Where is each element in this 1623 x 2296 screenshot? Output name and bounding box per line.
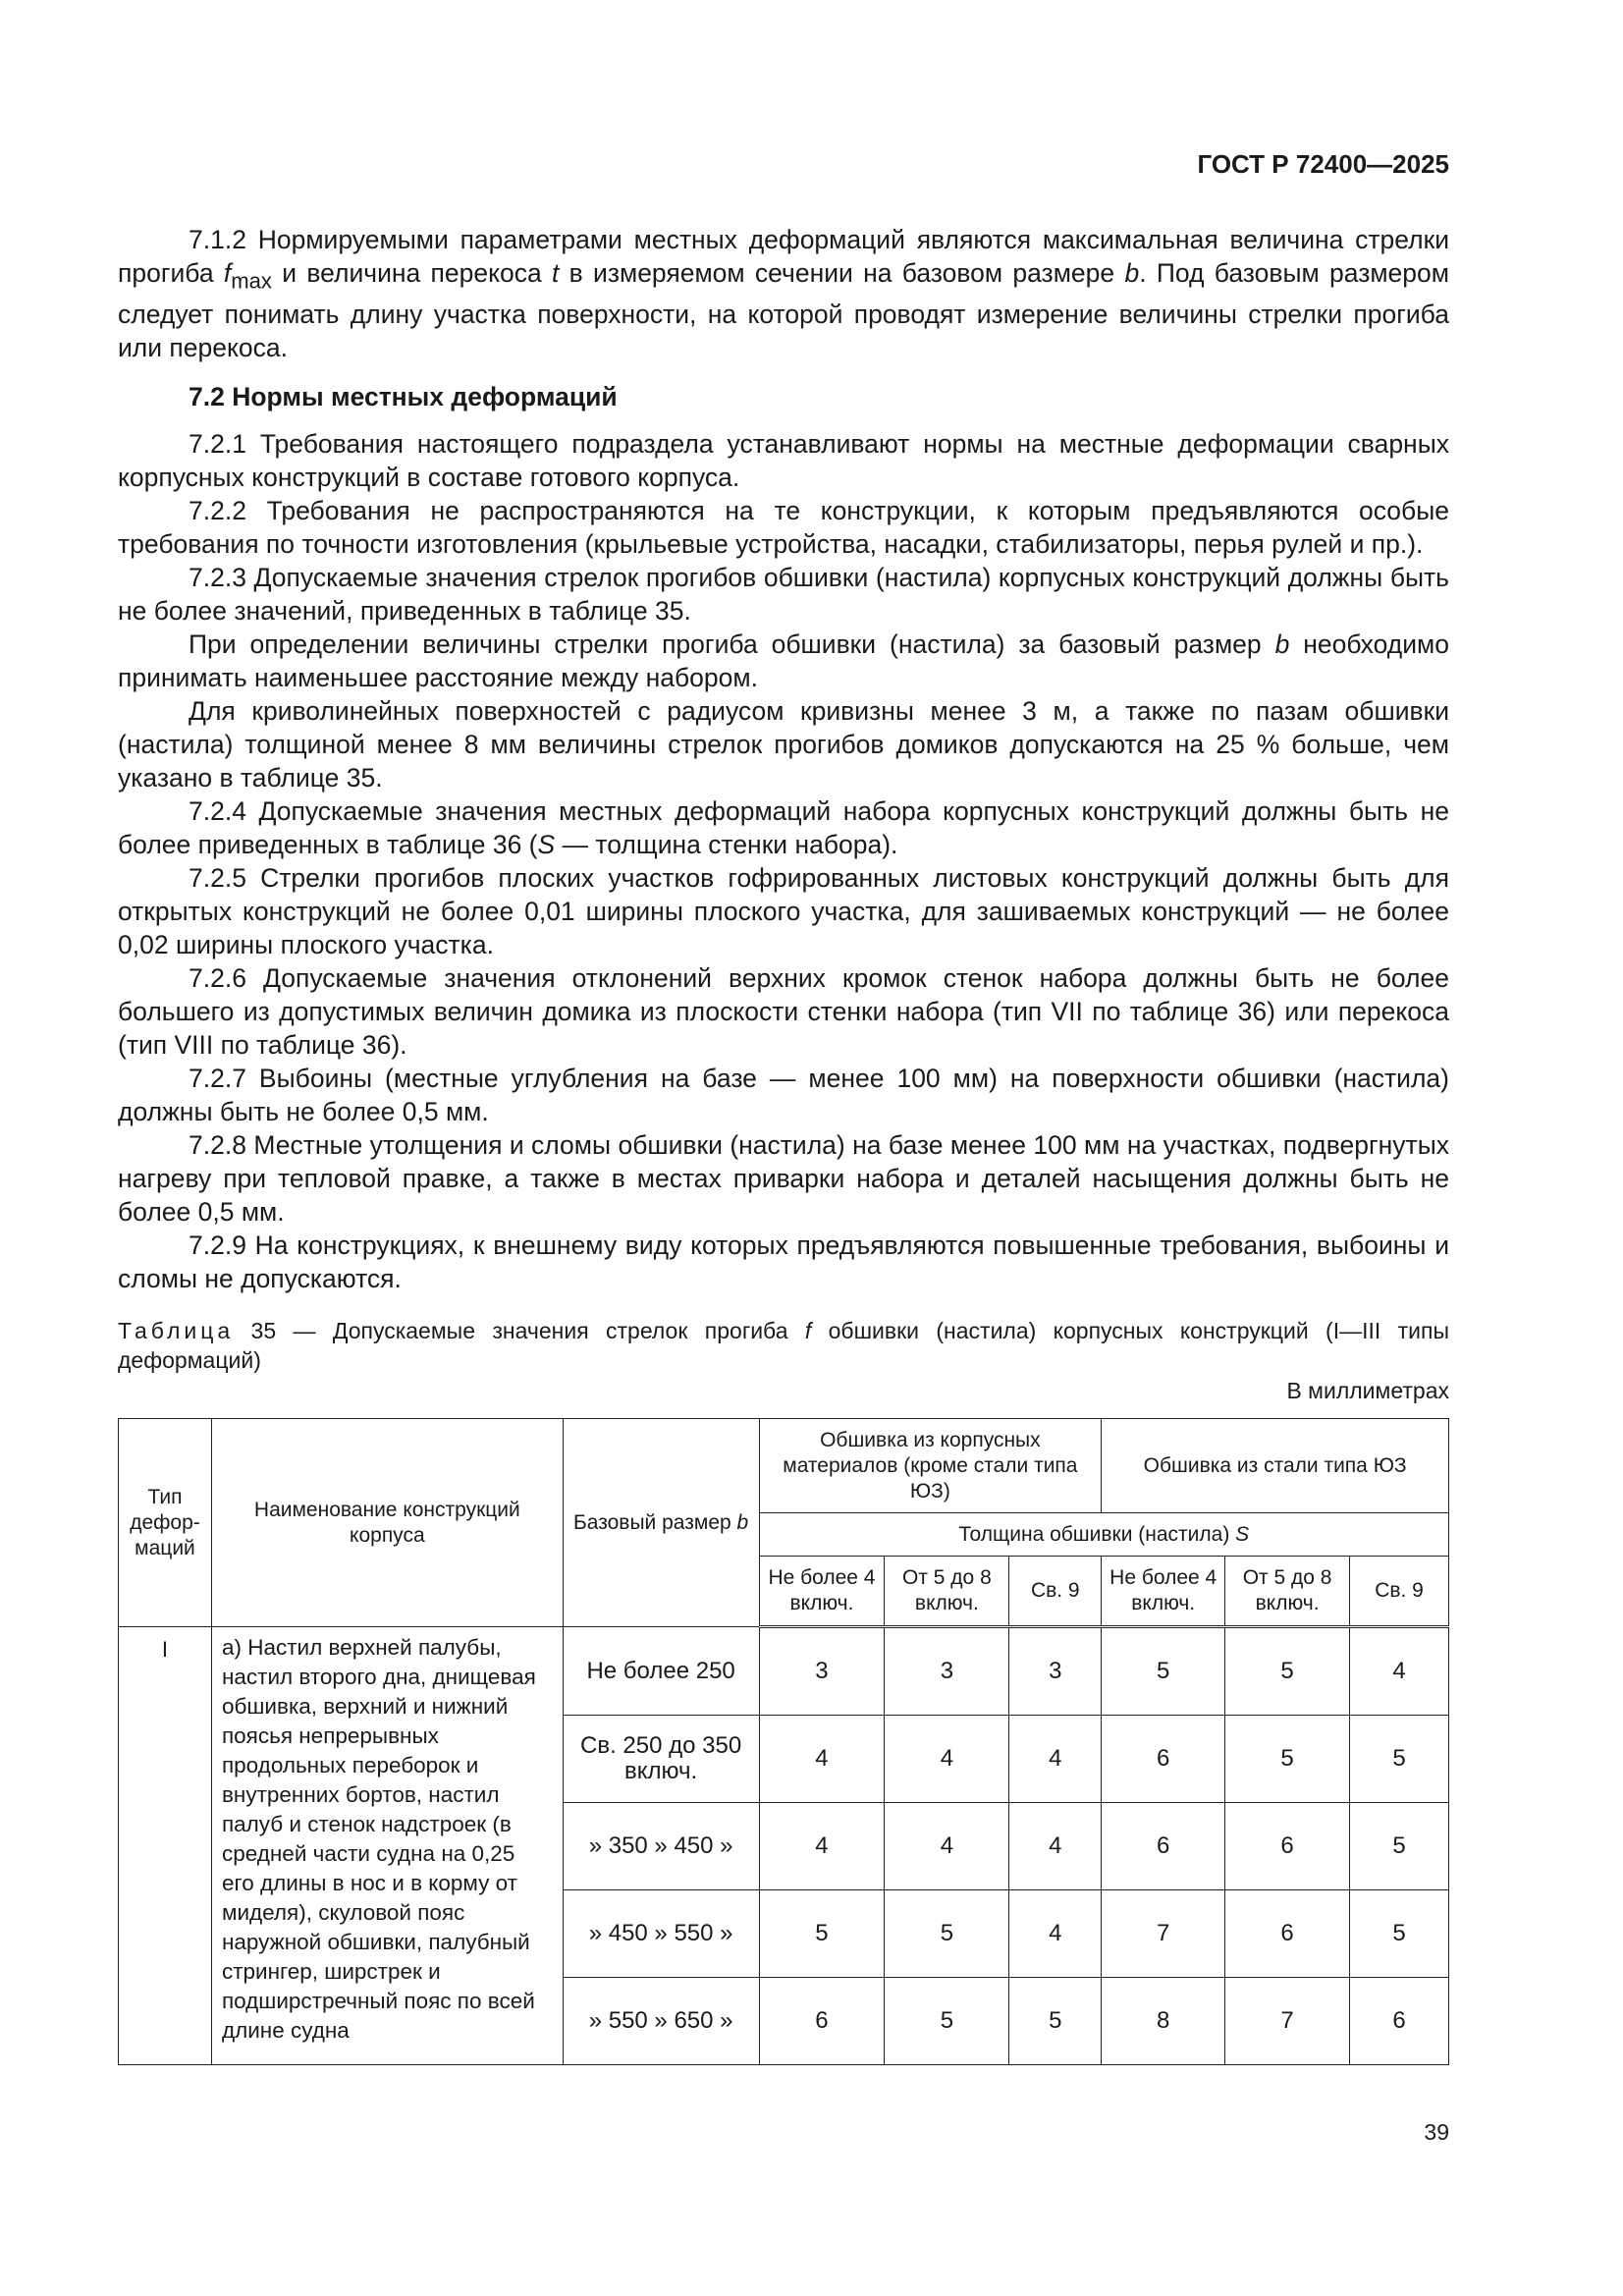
body-text xyxy=(118,223,1449,1295)
table-units: В миллиметрах xyxy=(1286,1378,1449,1403)
paragraph-7-2-3-curved: Для криволинейных поверхностей с радиусом кривизны менее 3 м, а также по пазам обшивки (настила) толщиной менее 8 мм величины стрелок прогибов домиков допускаются на 25 % больше, чем указано в таблице 35. xyxy=(118,696,1449,793)
value-cell: 4 xyxy=(759,1716,885,1803)
paragraph-text: в измеряемом сечении на базовом размере xyxy=(559,258,1125,288)
header-sub-col: От 5 до 8 включ. xyxy=(1225,1557,1350,1627)
symbol-f: f xyxy=(223,258,232,288)
value-cell: 6 xyxy=(1102,1803,1225,1890)
value-cell: 5 xyxy=(1350,1890,1449,1978)
paragraph-7-2-6: 7.2.6 Допускаемые значения отклонений верхних кромок стенок набора должны быть не более большего из допустимых величин домика из плоскости стенки набора (тип VII по таблице 36) или перекоса (тип VIII по таблице 36). xyxy=(118,963,1449,1061)
value-cell: 6 xyxy=(1225,1803,1350,1890)
paragraph-7-2-9: 7.2.9 На конструкциях, к внешнему виду которых предъявляются повышенные требования, выбоины и сломы не допускаются. xyxy=(118,1230,1449,1294)
value-cell: 5 xyxy=(1102,1627,1225,1716)
value-cell: 6 xyxy=(1225,1890,1350,1978)
value-cell: 4 xyxy=(759,1803,885,1890)
value-cell: 4 xyxy=(1009,1803,1102,1890)
table-row xyxy=(119,1627,1449,1716)
caption-text: обшивки (настила) корпусных конструкций (I—III типы деформаций) xyxy=(118,1318,1450,1373)
paragraph-7-2-8: 7.2.8 Местные утолщения и сломы обшивки (настила) на базе менее 100 мм на участках, подвергнутых нагреву при тепловой правке, а также в местах приварки набора и деталей насыщения должны быть не более 0,5 мм. xyxy=(118,1130,1449,1228)
value-cell: 4 xyxy=(1009,1716,1102,1803)
value-cell: 4 xyxy=(1350,1627,1449,1716)
header-base-size xyxy=(563,1419,759,1627)
section-heading-7-2: 7.2 Нормы местных деформаций xyxy=(189,382,618,412)
paragraph-text: 7.2.4 Допускаемые значения местных деформаций набора корпусных конструкций должны быть не более приведенных в таблице 36 ( xyxy=(118,796,1449,860)
paragraph-text: . Под базовым размером следует понимать длину участка поверхности, на которой проводят измерение величины стрелки прогиба или перекоса. xyxy=(118,258,1449,363)
value-cell: 7 xyxy=(1102,1890,1225,1978)
value-cell: 5 xyxy=(1350,1803,1449,1890)
header-deformation-type: Тип дефор-маций xyxy=(119,1419,212,1627)
value-cell: 3 xyxy=(1009,1627,1102,1716)
base-size-cell: » 550 » 650 » xyxy=(563,1978,759,2065)
paragraph-text: и величина перекоса xyxy=(271,258,552,288)
header-sub-col: Не более 4 включ. xyxy=(759,1557,885,1627)
header-text: Базовый размер xyxy=(573,1510,737,1534)
paragraph-7-2-2: 7.2.2 Требования не распространяются на те конструкции, к которым предъявляются особые требования по точности изготовления (крыльевые устройства, насадки, стабилизаторы, перья рулей и пр.). xyxy=(118,496,1449,560)
value-cell: 5 xyxy=(759,1890,885,1978)
symbol-t: t xyxy=(552,258,560,288)
paragraph-text: 7.1.2 Нормируемыми параметрами местных деформаций являются максимальная величина стрелки прогиба xyxy=(118,225,1449,288)
paragraph-7-2-4 xyxy=(118,794,1449,861)
table-caption xyxy=(118,1316,1449,1375)
symbol-b: b xyxy=(1124,258,1140,288)
value-cell: 4 xyxy=(1009,1890,1102,1978)
base-size-cell: Св. 250 до 350 включ. xyxy=(563,1716,759,1803)
header-structure-name: Наименование конструкций корпуса xyxy=(211,1419,563,1627)
header-text: Толщина обшивки (настила) xyxy=(958,1522,1236,1546)
base-size-cell: Не более 250 xyxy=(563,1627,759,1716)
header-sub-col: Св. 9 xyxy=(1350,1557,1449,1627)
value-cell: 6 xyxy=(759,1978,885,2065)
page-number: 39 xyxy=(1424,2119,1449,2145)
symbol-b: b xyxy=(736,1510,749,1534)
base-size-cell: » 350 » 450 » xyxy=(563,1803,759,1890)
paragraph-7-2-3-base xyxy=(118,628,1449,694)
value-cell: 6 xyxy=(1102,1716,1225,1803)
value-cell: 4 xyxy=(885,1803,1009,1890)
paragraph-text: При определении величины стрелки прогиба обшивки (настила) за базовый размер xyxy=(189,629,1275,660)
value-cell: 5 xyxy=(885,1978,1009,2065)
subscript-max: max xyxy=(231,268,272,294)
header-thickness xyxy=(759,1513,1448,1557)
value-cell: 3 xyxy=(759,1627,885,1716)
symbol-b: b xyxy=(1274,629,1290,660)
value-cell: 5 xyxy=(1350,1716,1449,1803)
value-cell: 5 xyxy=(1225,1716,1350,1803)
value-cell: 6 xyxy=(1350,1978,1449,2065)
paragraph-7-2-7: 7.2.7 Выбоины (местные углубления на базе — менее 100 мм) на поверхности обшивки (настила) должны быть не более 0,5 мм. xyxy=(118,1064,1449,1127)
symbol-s: S xyxy=(1235,1522,1250,1546)
value-cell: 8 xyxy=(1102,1978,1225,2065)
symbol-f: f xyxy=(804,1318,812,1343)
value-cell: 5 xyxy=(885,1890,1009,1978)
deformation-type-cell: I xyxy=(119,1627,212,2065)
paragraph-7-1-2 xyxy=(118,223,1449,364)
paragraph-7-2-1: 7.2.1 Требования настоящего подраздела устанавливают нормы на местные деформации сварных корпусных конструкций в составе готового корпуса. xyxy=(118,429,1449,493)
value-cell: 4 xyxy=(885,1716,1009,1803)
document-code-header: ГОСТ Р 72400—2025 xyxy=(1197,149,1449,179)
base-size-cell: » 450 » 550 » xyxy=(563,1890,759,1978)
header-group-steel-yuz: Обшивка из стали типа ЮЗ xyxy=(1102,1419,1449,1513)
header-sub-col: Не более 4 включ. xyxy=(1102,1557,1225,1627)
header-sub-col: От 5 до 8 включ. xyxy=(885,1557,1009,1627)
value-cell: 5 xyxy=(1009,1978,1102,2065)
paragraph-text: — толщина стенки набора). xyxy=(555,830,898,860)
paragraph-text: необходимо принимать наименьшее расстояние между набором. xyxy=(118,629,1449,693)
caption-text: 35 — Допускаемые значения стрелок прогиба xyxy=(234,1318,805,1343)
header-group-hull-materials: Обшивка из корпусных материалов (кроме стали типа ЮЗ) xyxy=(759,1419,1102,1513)
header-sub-col: Св. 9 xyxy=(1009,1557,1102,1627)
value-cell: 7 xyxy=(1225,1978,1350,2065)
value-cell: 5 xyxy=(1225,1627,1350,1716)
value-cell: 3 xyxy=(885,1627,1009,1716)
paragraph-7-2-5: 7.2.5 Стрелки прогибов плоских участков гофрированных листовых конструкций должны быть для открытых конструкций не более 0,01 ширины плоского участка, для зашиваемых конструкций — не более 0,02 ширины плоского участка. xyxy=(118,863,1449,960)
deflection-norms-table xyxy=(118,1418,1449,2065)
caption-label: Таблица xyxy=(118,1318,235,1343)
symbol-s: S xyxy=(537,830,556,860)
paragraph-7-2-3: 7.2.3 Допускаемые значения стрелок прогибов обшивки (настила) корпусных конструкций должны быть не более значений, приведенных в таблице 35. xyxy=(118,563,1449,627)
structure-name-cell: а) Настил верхней палубы, настил второго дна, днищевая обшивка, верхний и нижний поясья непрерывных продольных переборок и внутренних бортов, настил палуб и стенок надстроек (в средней части судна на 0,25 его длины в нос и в корму от миделя), скуловой пояс наружной обшивки, палубный стрингер, ширстрек и подширстречный пояс по всей длине судна xyxy=(211,1627,563,2065)
